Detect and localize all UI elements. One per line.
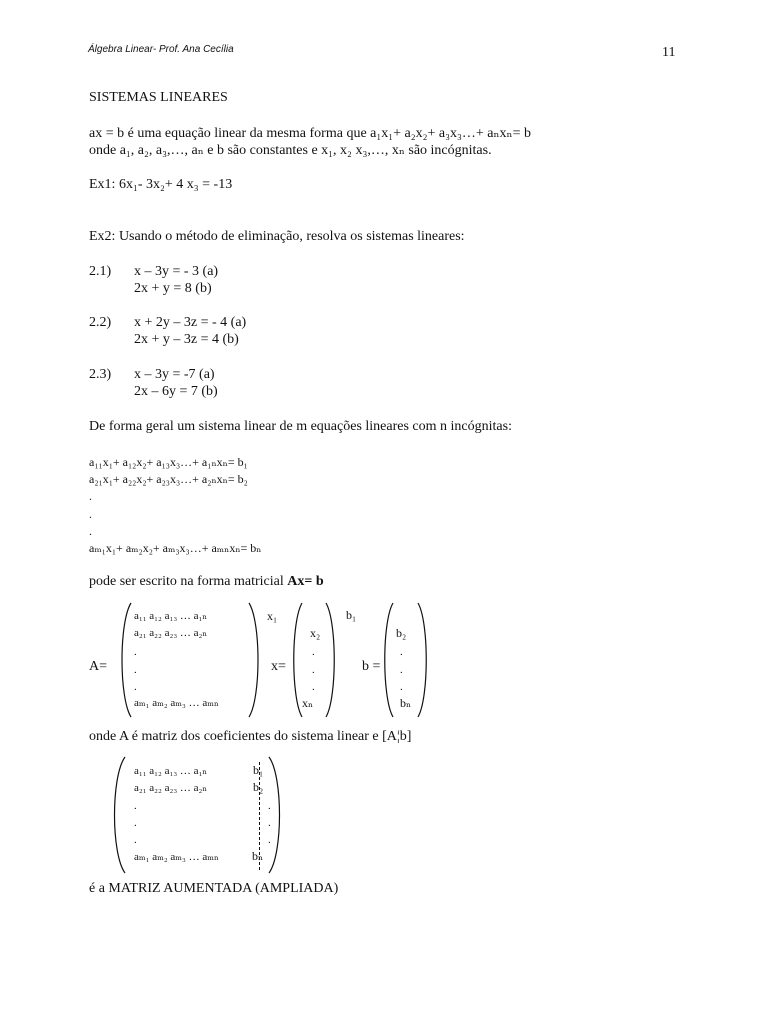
vector-x-entry: . <box>312 681 315 693</box>
right-paren-icon <box>266 756 284 874</box>
vector-x-entry: x₂ <box>310 626 321 640</box>
system-label: 2.1) <box>89 264 112 279</box>
ellipsis-dot: . <box>89 489 92 503</box>
general-equation-row-m: aₘ₁x₁+ aₘ₂x₂+ aₘ₃x₃…+ aₘₙxₙ= bₙ <box>89 541 262 555</box>
system-label: 2.3) <box>89 367 112 382</box>
augmented-row: aₘ₁ aₘ₂ aₘ₃ … aₘₙ <box>134 851 219 863</box>
augmented-b-entry: bₙ <box>252 849 264 863</box>
general-equation-row-1: a₁₁x₁+ a₁₂x₂+ a₁₃x₃…+ a₁ₙxₙ= b₁ <box>89 455 248 469</box>
vector-x-label: x= <box>271 659 286 674</box>
augmented-row: . <box>134 817 137 829</box>
right-paren-icon <box>246 602 262 718</box>
intro-line-2: onde a₁, a₂, a₃,…, aₙ e b são constantes e x₁, x₂ x₃,…, xₙ são incógnitas. <box>89 143 492 158</box>
augmented-intro: onde A é matriz dos coeficientes do sistema linear e [A¦b] <box>89 729 412 744</box>
system-equation-b: 2x + y = 8 (b) <box>134 281 212 296</box>
right-paren-icon <box>324 602 338 718</box>
augmented-row: . <box>134 834 137 846</box>
vector-b-first: b₁ <box>346 608 357 622</box>
left-paren-icon <box>110 756 128 874</box>
augmented-row: a₁₁ a₁₂ a₁₃ … a₁ₙ <box>134 765 208 777</box>
running-header: Álgebra Linear- Prof. Ana Cecília <box>88 44 234 55</box>
system-equation-b: 2x + y – 3z = 4 (b) <box>134 332 239 347</box>
example-2: Ex2: Usando o método de eliminação, resolva os sistemas lineares: <box>89 229 465 244</box>
augmented-matrix-caption: é a MATRIZ AUMENTADA (AMPLIADA) <box>89 881 339 896</box>
augmented-b-entry: b₁ <box>253 763 264 777</box>
vector-x-entry: . <box>312 646 315 658</box>
matrix-form-equation: Ax= b <box>287 574 324 589</box>
general-system-intro: De forma geral um sistema linear de m equações lineares com n incógnitas: <box>89 419 512 434</box>
matrix-form-prefix: pode ser escrito na forma matricial <box>89 574 288 589</box>
ellipsis-dot: . <box>89 507 92 521</box>
system-label: 2.2) <box>89 315 112 330</box>
vector-b-entry: . <box>400 681 403 693</box>
vector-b-label: b = <box>362 659 381 674</box>
general-equation-row-2: a₂₁x₁+ a₂₂x₂+ a₂₃x₃…+ a₂ₙxₙ= b₂ <box>89 472 248 486</box>
augmented-b-entry: . <box>268 800 271 812</box>
vector-x-entry: . <box>312 664 315 676</box>
ellipsis-dot: . <box>89 524 92 538</box>
vector-b-entry: . <box>400 664 403 676</box>
augmented-b-entry: . <box>268 834 271 846</box>
left-paren-icon <box>118 602 134 718</box>
system-equation-a: x – 3y = - 3 (a) <box>134 264 219 279</box>
vector-b-entry: . <box>400 646 403 658</box>
augmented-row: . <box>134 800 137 812</box>
system-equation-a: x – 3y = -7 (a) <box>134 367 215 382</box>
augmented-row: a₂₁ a₂₂ a₂₃ … a₂ₙ <box>134 782 208 794</box>
example-1: Ex1: 6x₁- 3x₂+ 4 x₃ = -13 <box>89 177 233 192</box>
matrix-a-label: A= <box>89 659 108 674</box>
matrix-a-row: . <box>134 646 137 658</box>
matrix-a-row: . <box>134 664 137 676</box>
vector-b-entry: bₙ <box>400 696 412 710</box>
vector-b-entry: b₂ <box>396 626 407 640</box>
matrix-form-text <box>89 574 324 590</box>
right-paren-icon <box>416 602 430 718</box>
matrix-a-row: . <box>134 681 137 693</box>
vector-x-first: x₁ <box>267 609 278 623</box>
section-title: SISTEMAS LINEARES <box>89 90 228 105</box>
left-paren-icon <box>381 602 395 718</box>
system-equation-a: x + 2y – 3z = - 4 (a) <box>134 315 247 330</box>
augmented-b-entry: b₂ <box>253 780 264 794</box>
intro-line-1: ax = b é uma equação linear da mesma forma que a₁x₁+ a₂x₂+ a₃x₃…+ aₙxₙ= b <box>89 126 531 141</box>
matrix-a-row: a₂₁ a₂₂ a₂₃ … a₂ₙ <box>134 627 208 639</box>
matrix-a-row: a₁₁ a₁₂ a₁₃ … a₁ₙ <box>134 610 208 622</box>
matrix-a-row: aₘ₁ aₘ₂ aₘ₃ … aₘₙ <box>134 697 219 709</box>
augmented-b-entry: . <box>268 817 271 829</box>
page-number: 11 <box>662 45 676 60</box>
system-equation-b: 2x – 6y = 7 (b) <box>134 384 218 399</box>
vector-x-entry: xₙ <box>302 696 314 710</box>
